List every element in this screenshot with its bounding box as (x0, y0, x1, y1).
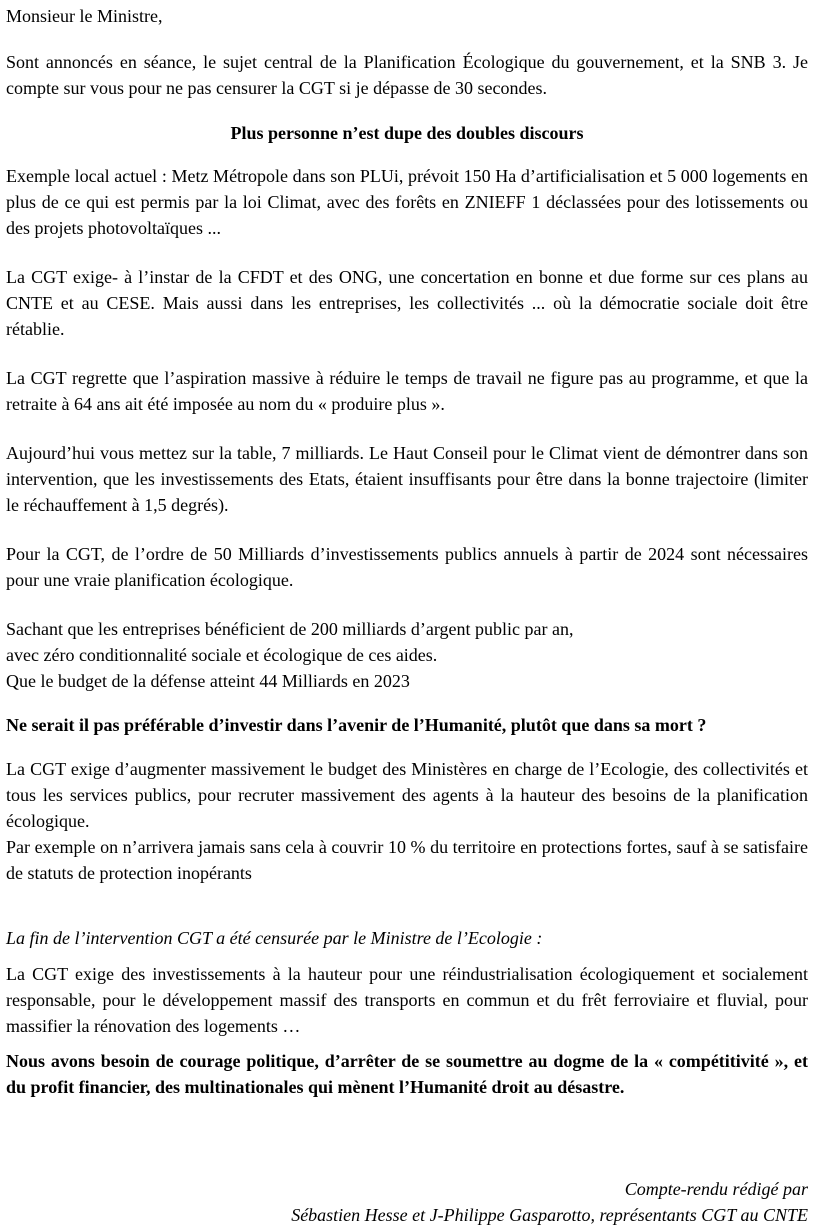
conclusion-paragraph: Nous avons besoin de courage politique, d’arrêter de se soumettre au dogme de la « compétitivité », et du profit financier, des multinationales qui mènent l’Humanité droit au désastre. (6, 1051, 808, 1097)
censure-note: La fin de l’intervention CGT a été censurée par le Ministre de l’Ecologie : (6, 928, 543, 948)
question-heading: Ne serait il pas préférable d’investir dans l’avenir de l’Humanité, plutôt que dans sa mort ? (6, 715, 707, 735)
paragraph-investissements: La CGT exige des investissements à la hauteur pour une réindustrialisation écologiquement et socialement responsable, pour le développement massif des transports en commun et du frêt ferroviaire et fluvial, pour massifier la rénovation des logements … (6, 964, 808, 1036)
line-sachant-3: Que le budget de la défense atteint 44 Milliards en 2023 (6, 671, 410, 691)
line-sachant-2: avec zéro conditionnalité sociale et écologique de ces aides. (6, 645, 438, 665)
paragraph-concertation: La CGT exige- à l’instar de la CFDT et des ONG, une concertation en bonne et due forme sur ces plans au CNTE et au CESE. Mais aussi dans les entreprises, les collectivités ... où la démocratie sociale doit être rétablie. (6, 267, 808, 339)
paragraph-7-milliards: Aujourd’hui vous mettez sur la table, 7 milliards. Le Haut Conseil pour le Climat vient de démontrer dans son intervention, que les investissements des Etats, étaient insuffisants pour être dans la bonne trajectoire (limiter le réchauffement à 1,5 degrés). (6, 443, 808, 515)
signature-line-2: Sébastien Hesse et J-Philippe Gasparotto, représentants CGT au CNTE (291, 1205, 808, 1225)
paragraph-example-metz: Exemple local actuel : Metz Métropole dans son PLUi, prévoit 150 Ha d’artificialisation et 5 000 logements en plus de ce qui est permis par la loi Climat, avec des forêts en ZNIEFF 1 déclassées pour des lotissements ou des projets photovoltaïques ... (6, 166, 808, 238)
greeting: Monsieur le Ministre, (6, 6, 163, 26)
paragraph-exemple-10-pourcent: Par exemple on n’arrivera jamais sans cela à couvrir 10 % du territoire en protections fortes, sauf à se satisfaire de statuts de protection inopérants (6, 837, 808, 883)
paragraph-budget-ministeres: La CGT exige d’augmenter massivement le budget des Ministères en charge de l’Ecologie, des collectivités et tous les services publics, pour recruter massivement des agents à la hauteur des besoins de la planification écologique. (6, 759, 808, 831)
intro-paragraph: Sont annoncés en séance, le sujet central de la Planification Écologique du gouvernement, et la SNB 3. Je compte sur vous pour ne pas censurer la CGT si je dépasse de 30 secondes. (6, 52, 808, 98)
document-body (6, 0, 808, 1228)
section-heading: Plus personne n’est dupe des doubles discours (230, 123, 584, 143)
paragraph-temps-travail: La CGT regrette que l’aspiration massive à réduire le temps de travail ne figure pas au programme, et que la retraite à 64 ans ait été imposée au nom du « produire plus ». (6, 368, 808, 414)
line-sachant-1: Sachant que les entreprises bénéficient de 200 milliards d’argent public par an, (6, 619, 574, 639)
paragraph-50-milliards: Pour la CGT, de l’ordre de 50 Milliards d’investissements publics annuels à partir de 2024 sont nécessaires pour une vraie planification écologique. (6, 544, 808, 590)
signature-line-1: Compte-rendu rédigé par (624, 1179, 808, 1199)
